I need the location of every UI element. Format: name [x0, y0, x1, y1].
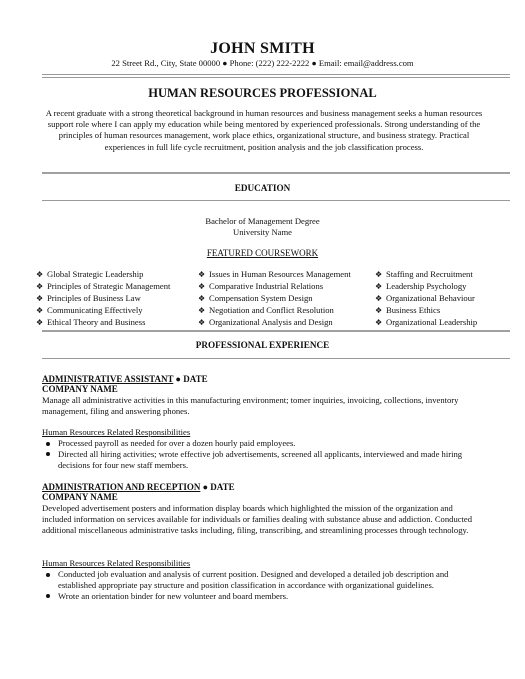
professional-title: HUMAN RESOURCES PROFESSIONAL [148, 86, 377, 100]
diamond-bullet-icon: ❖ [198, 305, 206, 315]
course-item: ❖ Organizational Analysis and Design [198, 316, 333, 327]
diamond-bullet-icon: ❖ [375, 270, 383, 279]
responsibilities-heading: Human Resources Related Responsibilities [42, 427, 191, 437]
diamond-bullet-icon: ❖ [375, 281, 383, 291]
responsibilities-heading: Human Resources Related Responsibilities [42, 558, 191, 568]
responsibility-item: Directed all hiring activities; wrote effective job advertisements, screened all applicants, interviewed and made hiring decisions for four new staff members. [42, 449, 487, 471]
job-title-line [42, 374, 208, 384]
diamond-bullet-icon: ❖ [36, 317, 44, 327]
coursework-column-3 [375, 269, 477, 329]
diamond-bullet-icon: ❖ [198, 270, 206, 279]
course-item: ❖ Leadership Psychology [375, 280, 467, 291]
contact-line: 22 Street Rd., City, State 00000 ● Phone: (222) 222-2222 ● Email: email@address.com [111, 58, 414, 68]
education-details [0, 216, 525, 238]
summary-paragraph: A recent graduate with a strong theoretical background in human resources and business management seeks a human resources support role where I can apply my education while being mentored by experienced professionals. Strong understanding of the principles of human resources management, work place ethics, organizational structure, and business strategy. Practical experiences in full life cycle recruitment, position analysis and the job classification process. [45, 108, 483, 152]
company-name: COMPANY NAME [42, 492, 118, 502]
responsibilities-list [42, 438, 487, 470]
course-item: ❖ Comparative Industrial Relations [198, 280, 324, 291]
university-name: University Name [233, 227, 292, 237]
job-date: ● DATE [175, 374, 208, 384]
course-item: ❖ Organizational Behaviour [375, 292, 475, 303]
course-item: ❖ Communicating Effectively [36, 304, 143, 315]
featured-coursework-heading [0, 248, 525, 258]
diamond-bullet-icon: ❖ [36, 270, 44, 279]
candidate-name: JOHN SMITH [210, 40, 315, 57]
coursework-column-2 [198, 269, 351, 329]
education-divider-bottom [42, 200, 510, 201]
responsibilities-list [42, 569, 487, 601]
job-date: ● DATE [202, 482, 235, 492]
course-item: ❖ Organizational Leadership [375, 316, 478, 327]
experience-heading: PROFESSIONAL EXPERIENCE [195, 340, 330, 350]
diamond-bullet-icon: ❖ [198, 293, 206, 303]
job-title: ADMINISTRATIVE ASSISTANT [42, 374, 174, 384]
course-item: ❖ Staffing and Recruitment [375, 269, 473, 279]
job-title-line [42, 482, 235, 492]
course-item: ❖ Business Ethics [375, 304, 441, 315]
job-description: Developed advertisement posters and information display boards which highlighted the mission of the organization and included information on services available for individuals or families dealing with substance abuse and addiction. Conducted additional miscellaneous administrative tasks including, filing, transcribing, and streamlining processes through technology. [42, 503, 473, 535]
responsibility-item: Conducted job evaluation and analysis of current position. Designed and developed a detailed job description and established appropriate pay structure and position classification in accordance with organizational guidelines. [42, 569, 487, 591]
diamond-bullet-icon: ❖ [36, 293, 44, 303]
job-title: ADMINISTRATION AND RECEPTION [42, 482, 201, 492]
featured-coursework-label: FEATURED COURSEWORK [206, 248, 319, 258]
responsibility-item: Processed payroll as needed for over a dozen hourly paid employees. [42, 438, 487, 449]
job-description: Manage all administrative activities in this manufacturing environment; tomer inquiries, invoicing, collections, inventory management, filing and answering phones. [42, 395, 459, 416]
diamond-bullet-icon: ❖ [36, 281, 44, 291]
course-item: ❖ Negotiation and Conflict Resolution [198, 304, 334, 315]
course-item: ❖ Ethical Theory and Business [36, 316, 146, 327]
degree-name: Bachelor of Management Degree [205, 216, 320, 226]
course-item: ❖ Principles of Strategic Management [36, 280, 171, 291]
experience-divider-bottom [42, 358, 510, 359]
course-item: ❖ Issues in Human Resources Management [198, 269, 351, 279]
course-item: ❖ Global Strategic Leadership [36, 269, 144, 279]
course-item: ❖ Compensation System Design [198, 292, 313, 303]
header-divider [42, 74, 510, 78]
diamond-bullet-icon: ❖ [198, 281, 206, 291]
diamond-bullet-icon: ❖ [198, 317, 206, 327]
education-divider-top [42, 172, 510, 174]
education-heading: EDUCATION [234, 183, 291, 193]
diamond-bullet-icon: ❖ [375, 305, 383, 315]
experience-divider-top [42, 330, 510, 332]
diamond-bullet-icon: ❖ [375, 317, 383, 327]
diamond-bullet-icon: ❖ [375, 293, 383, 303]
course-item: ❖ Principles of Business Law [36, 292, 141, 303]
responsibility-item: Wrote an orientation binder for new volunteer and board members. [42, 591, 487, 602]
company-name: COMPANY NAME [42, 384, 118, 394]
diamond-bullet-icon: ❖ [36, 305, 44, 315]
coursework-column-1 [36, 269, 170, 329]
